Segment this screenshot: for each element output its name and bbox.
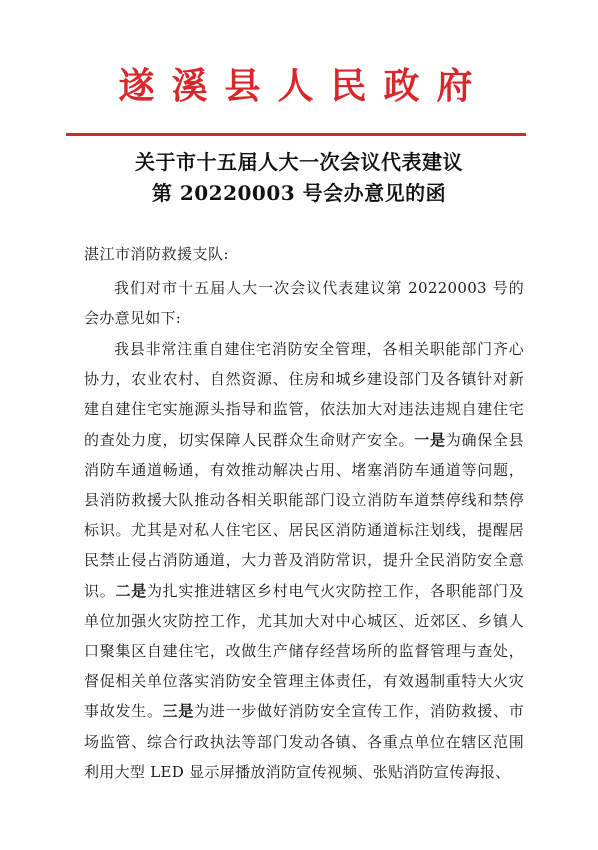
body-lead-text: 我县非常注重自建住宅消防安全管理，各相关职能部门齐心协力，农业农村、自然资源、住房和城乡建设部门及各镇针对新建自建住宅实施源头指导和监管，依法加大对违法违规自建住宅的查处力度，切实保障人民群众生命财产安全。 xyxy=(84,340,524,449)
salutation: 湛江市消防救援支队: xyxy=(84,245,230,263)
document-title-line-2: 第 20220003 号会办意见的函 xyxy=(151,181,447,205)
document-title-line-1: 关于市十五届人大一次会议代表建议 xyxy=(135,150,463,174)
point-two-text: 为扎实推进辖区乡村电气火灾防控工作，各职能部门及单位加强火灾防控工作，尤其加大对中心城区、近郊区、乡镇人口聚集区自建住宅，改做生产储存经营场所的监督管理与查处，督促相关单位落实消防安全管理主体责任，有效遏制重特大火灾事故发生。 xyxy=(84,581,525,721)
point-one-marker: 一是 xyxy=(414,430,446,449)
letterhead-red-rule xyxy=(66,133,526,136)
point-three-marker: 三是 xyxy=(162,702,195,721)
body-paragraph xyxy=(84,334,524,787)
point-three-text: 为进一步做好消防安全宣传工作，消防救援、市场监管、综合行政执法等部门发动各镇、各重点单位在辖区范围利用大型 LED 显示屏播放消防宣传视频、张贴消防宣传海报、 xyxy=(84,702,524,781)
point-two-marker: 二是 xyxy=(115,581,147,600)
intro-paragraph: 我们对市十五届人大一次会议代表建议第 20220003 号的会办意见如下: xyxy=(84,279,524,328)
letterhead-title: 遂溪县人民政府 xyxy=(118,65,490,107)
point-one-text: 为确保全县消防车通道畅通，有效推动解决占用、堵塞消防车通道等问题，县消防救援大队推动各相关职能部门设立消防车道禁停线和禁停标识。尤其是对私人住宅区、居民区消防通道标注划线，提醒居民禁止侵占消防通道，大力普及消防常识，提升全民消防安全意识。 xyxy=(84,430,524,600)
